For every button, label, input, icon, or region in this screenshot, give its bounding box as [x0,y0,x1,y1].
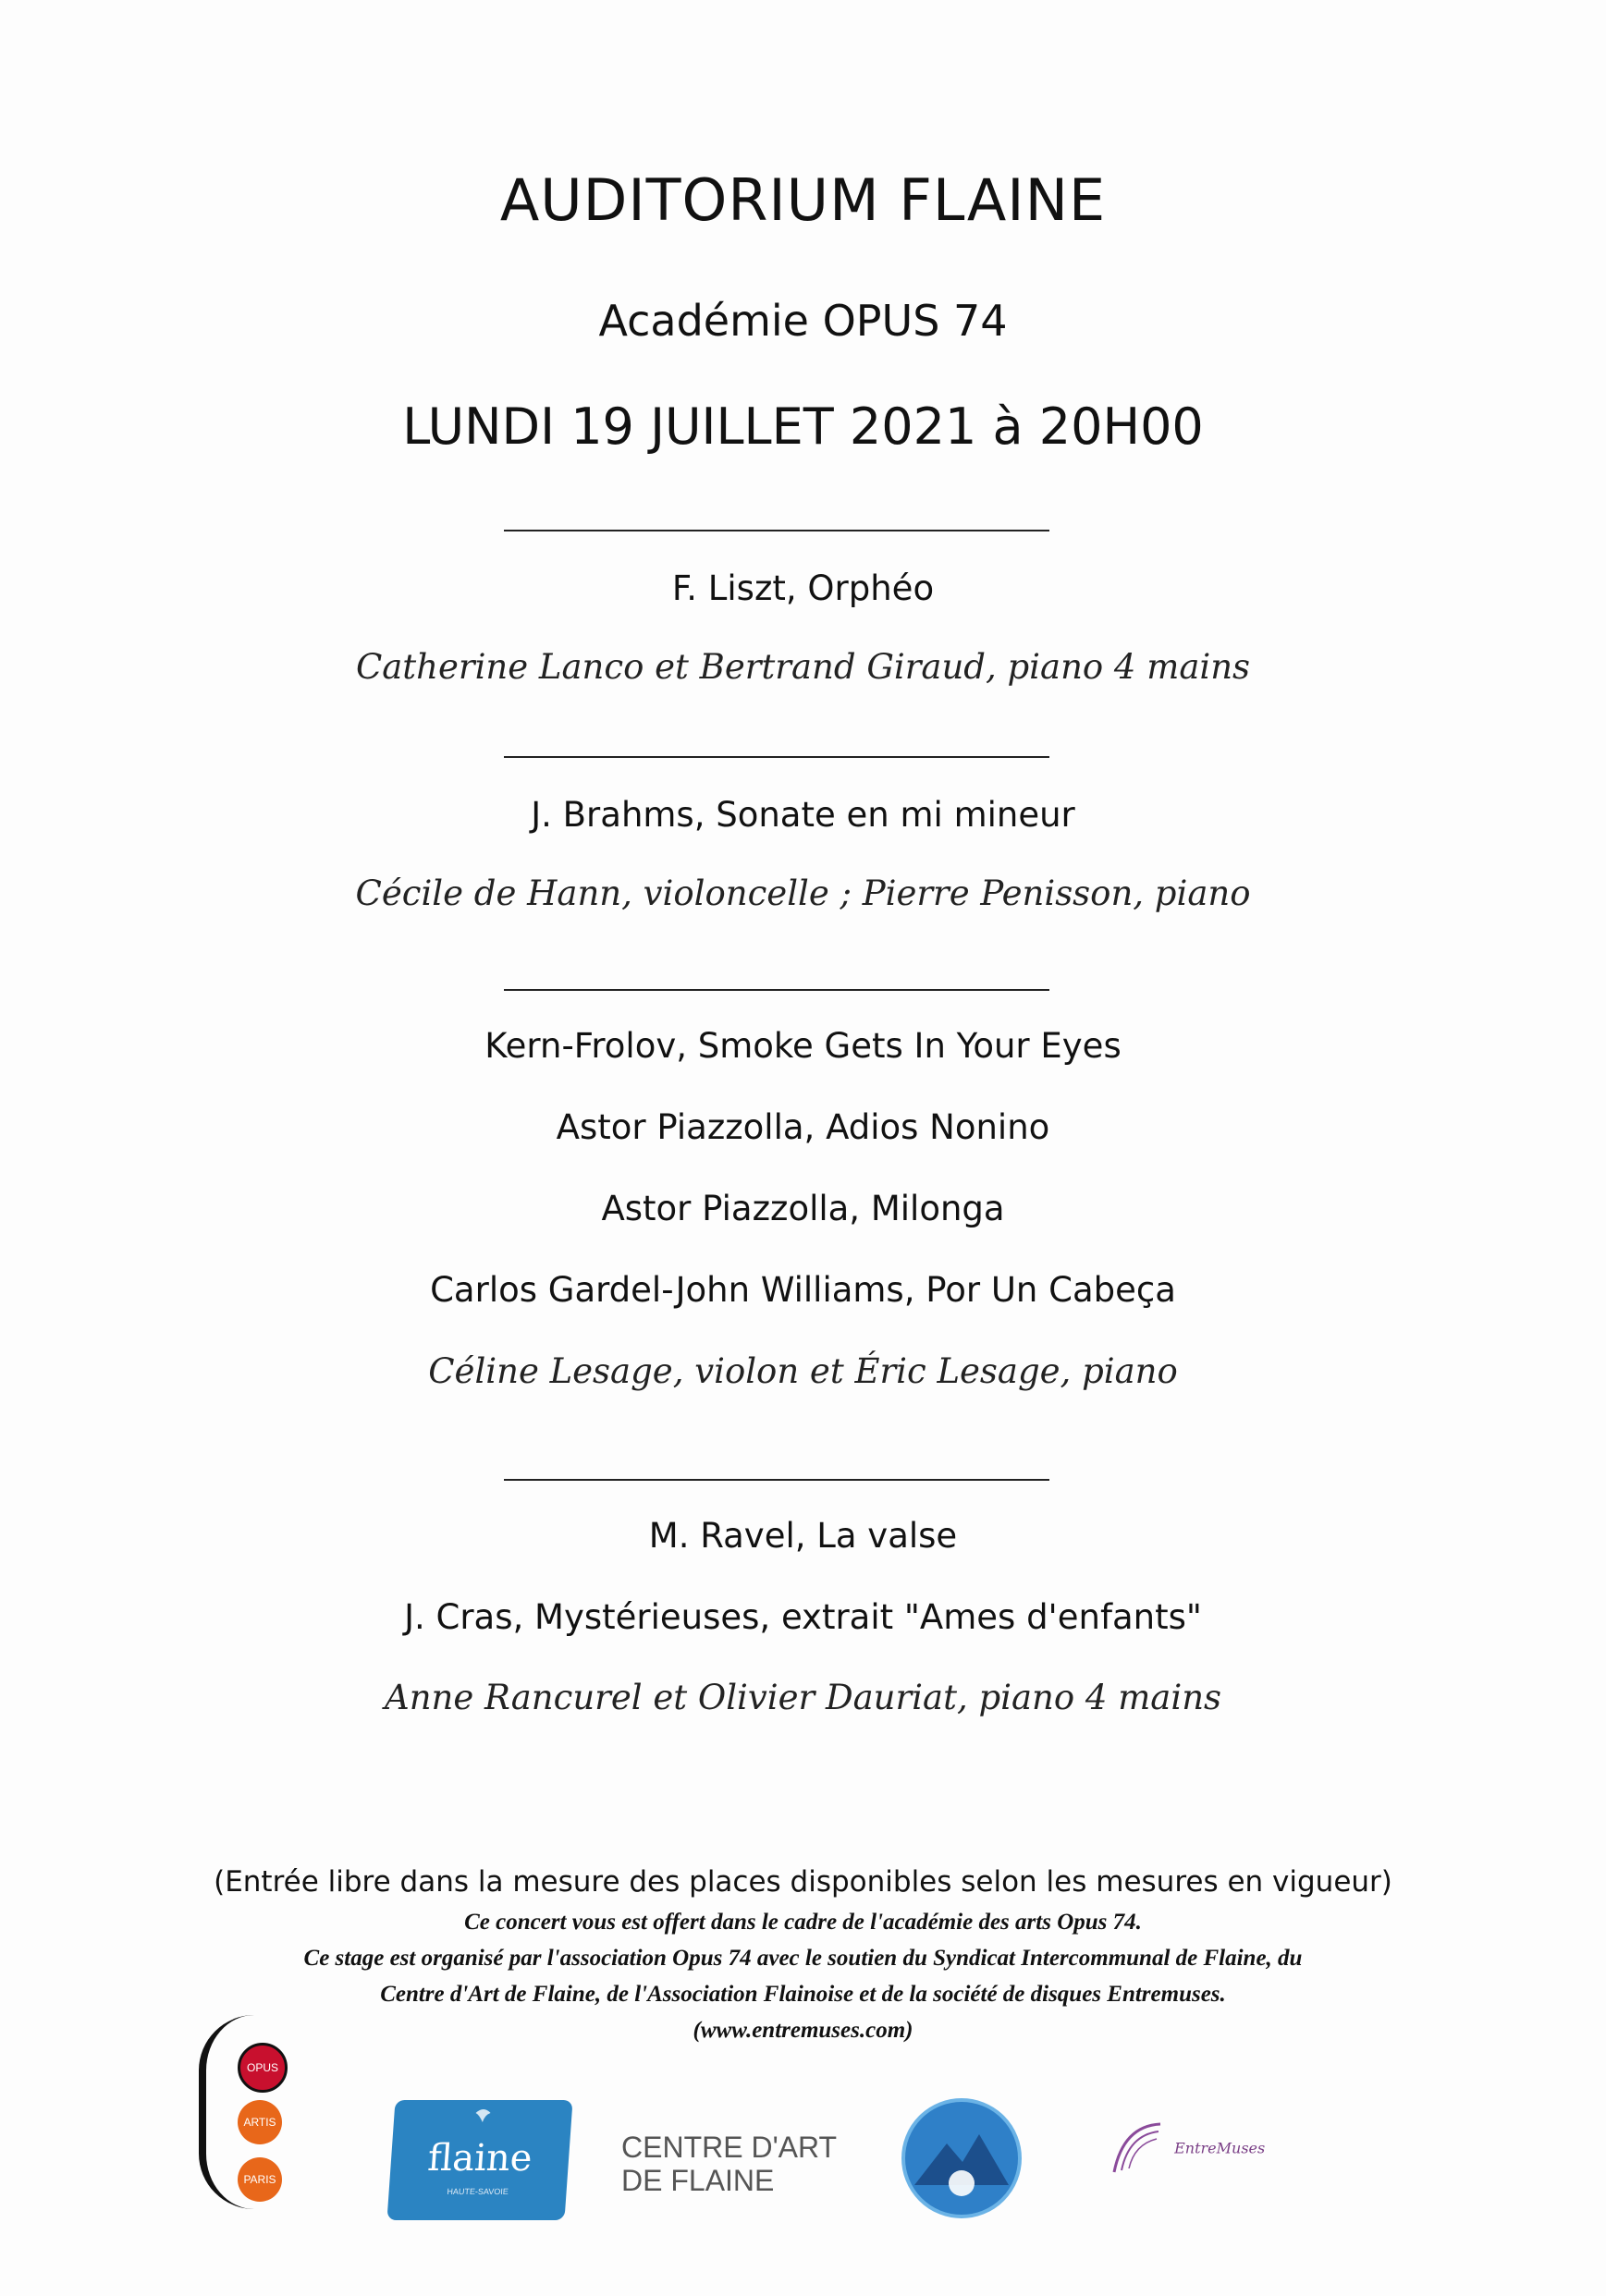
footer-line: Ce stage est organisé par l'association Opus 74 avec le soutien du Syndicat Intercommunal de Flaine, du [303,1946,1303,1971]
association-flainoise-logo [901,2098,1022,2218]
website: (www.entremuses.com) [693,2018,913,2043]
centre-art-logo [621,2131,837,2197]
centre-line: CENTRE D'ART [621,2131,838,2164]
entry-note: (Entrée libre dans la mesure des places disponibles selon les mesures en vigueur) [214,1865,1392,1899]
opus-dot: ARTIS [238,2100,282,2144]
flaine-sub: HAUTE-SAVOIE [447,2187,509,2196]
flaine-name: flaine [426,2137,534,2180]
opus-dot: OPUS [238,2043,288,2093]
flaine-logo [386,2100,572,2220]
piece-title: Astor Piazzolla, Milonga [601,1189,1005,1228]
concert-date: LUNDI 19 JUILLET 2021 à 20H00 [402,397,1204,456]
piece-title: Carlos Gardel-John Williams, Por Un Cabeça [430,1270,1176,1310]
mountain-icon [905,2102,1018,2215]
divider [504,989,1049,991]
piece-title: Kern-Frolov, Smoke Gets In Your Eyes [484,1026,1122,1066]
performers: Cécile de Hann, violoncelle ; Pierre Penisson, piano [355,873,1251,913]
entremuses-logo [1105,2117,1265,2181]
divider [504,756,1049,758]
centre-line: DE FLAINE [621,2164,775,2197]
opus-logo [199,2015,278,2209]
opus-dot: PARIS [238,2157,282,2202]
performers: Catherine Lanco et Bertrand Giraud, piano 4 mains [355,647,1251,687]
entremuses-name: EntreMuses [1174,2139,1266,2157]
piece-title: Astor Piazzolla, Adios Nonino [556,1107,1050,1147]
performers: Céline Lesage, violon et Éric Lesage, piano [428,1351,1178,1391]
divider [504,1479,1049,1481]
harp-icon [1105,2117,1170,2181]
divider [504,530,1049,531]
bird-icon [392,2104,572,2141]
piece-title: F. Liszt, Orphéo [671,568,935,608]
footer-line: Centre d'Art de Flaine, de l'Association Flainoise et de la société de disques Entremuses. [380,1982,1226,2007]
venue-title: AUDITORIUM FLAINE [499,166,1107,234]
piece-title: J. Brahms, Sonate en mi mineur [531,795,1075,835]
piece-title: J. Cras, Mystérieuses, extrait "Ames d'enfants" [404,1597,1202,1637]
piece-title: M. Ravel, La valse [648,1516,958,1556]
performers: Anne Rancurel et Olivier Dauriat, piano 4 mains [384,1678,1222,1717]
academy-subtitle: Académie OPUS 74 [598,296,1008,346]
footer-line: Ce concert vous est offert dans le cadre de l'académie des arts Opus 74. [464,1910,1142,1935]
